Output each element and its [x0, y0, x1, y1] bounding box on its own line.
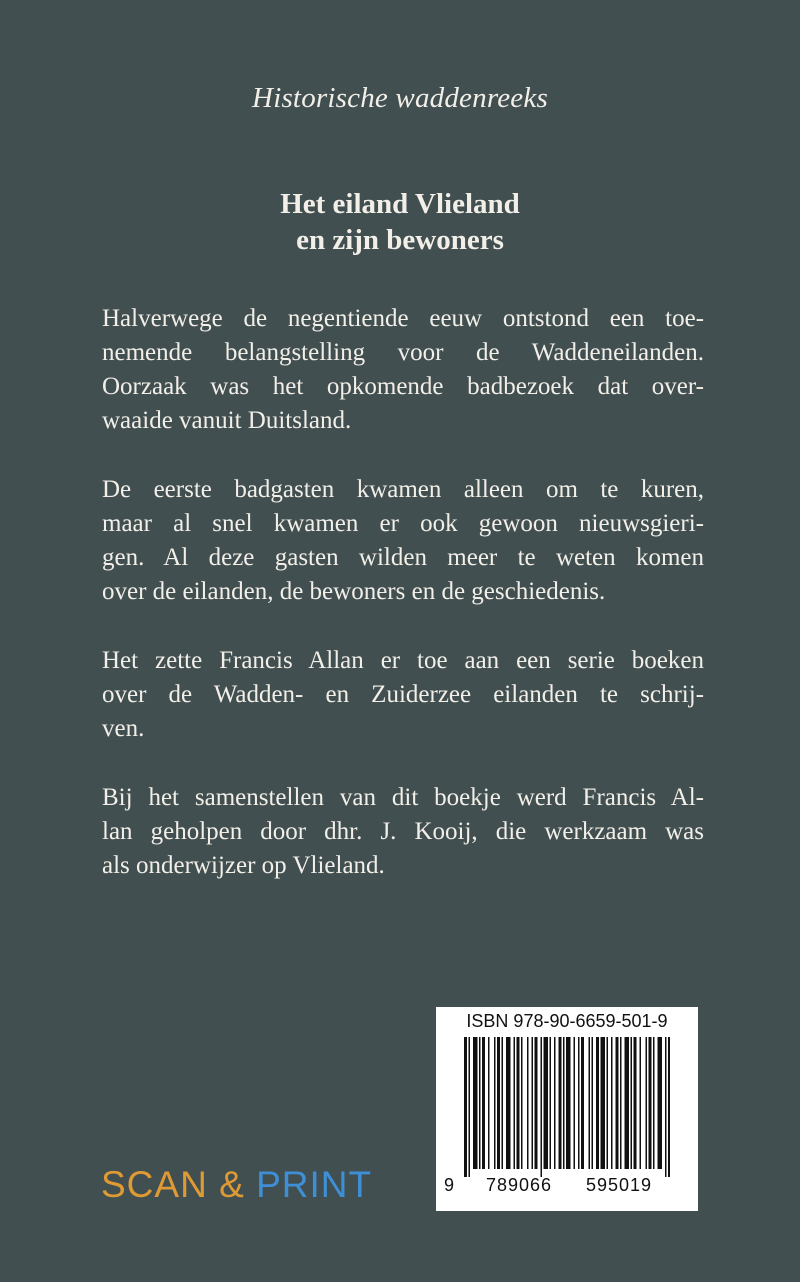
- paragraph-2: [102, 473, 704, 609]
- barcode-bar: [631, 1037, 633, 1169]
- text-line: De eerste badgasten kwamen alleen om te kuren,: [102, 476, 704, 503]
- barcode-bar: [620, 1037, 622, 1169]
- barcode-bar: [527, 1037, 529, 1169]
- barcode-bar: [535, 1037, 538, 1169]
- barcode-bar: [634, 1037, 637, 1169]
- barcode-bar: [514, 1037, 516, 1169]
- barcode-bar: [494, 1037, 496, 1169]
- barcode-bar: [653, 1037, 655, 1169]
- barcode-bar: [607, 1037, 609, 1169]
- text-line: ven.: [102, 715, 145, 742]
- barcode-bar: [592, 1037, 594, 1169]
- barcode-bar: [649, 1037, 652, 1169]
- title-line-1: Het eiland Vlieland: [280, 188, 520, 220]
- text-line: waaide vanuit Duitsland.: [102, 407, 352, 434]
- paragraph-4: [102, 781, 704, 883]
- barcode-bar: [668, 1037, 670, 1177]
- barcode-bar: [521, 1037, 523, 1169]
- text-line: over de Wadden- en Zuiderzee eilanden te schrij-: [102, 681, 704, 708]
- barcode-bar: [640, 1037, 642, 1169]
- barcode-bar: [574, 1037, 576, 1169]
- barcode-bar: [497, 1037, 500, 1169]
- barcode-bar: [578, 1037, 580, 1169]
- text-line: gen. Al deze gasten wilden meer te weten komen: [102, 544, 704, 571]
- text-line: Het zette Francis Allan er toe aan een serie boeken: [102, 647, 704, 674]
- barcode-bars-icon: [464, 1037, 670, 1177]
- barcode-bar: [665, 1037, 667, 1177]
- text-line: nemende belangstelling voor de Waddeneilanden.: [102, 339, 704, 366]
- series-title: Historische waddenreeks: [252, 82, 548, 114]
- barcode: [436, 1007, 698, 1211]
- barcode-bar: [616, 1037, 619, 1169]
- barcode-bar: [559, 1037, 562, 1169]
- barcode-bar: [596, 1037, 599, 1169]
- barcode-bar: [517, 1037, 520, 1169]
- barcode-digits-right: 595019: [586, 1175, 653, 1195]
- barcode-bar: [554, 1037, 556, 1169]
- barcode-bar: [566, 1037, 571, 1169]
- title-line-2: en zijn bewoners: [296, 224, 504, 256]
- barcode-bar: [488, 1037, 490, 1169]
- barcode-bar: [479, 1037, 481, 1169]
- text-line: maar al snel kwamen er ook gewoon nieuwsgieri-: [102, 510, 704, 537]
- text-line: over de eilanden, de bewoners en de geschiedenis.: [102, 578, 606, 605]
- barcode-bar: [473, 1037, 478, 1169]
- barcode-bar: [625, 1037, 630, 1169]
- text-line: Oorzaak was het opkomende badbezoek dat over-: [102, 373, 704, 400]
- paragraph-3: [102, 644, 704, 746]
- book-title: [0, 186, 800, 258]
- barcode-bar: [550, 1037, 552, 1169]
- logo-amp: &: [219, 1164, 245, 1205]
- isbn-label: ISBN 978-90-6659-501-9: [466, 1011, 668, 1031]
- paragraph-1: [102, 302, 704, 438]
- barcode-digit-first: 9: [444, 1175, 455, 1195]
- barcode-bar: [646, 1037, 648, 1169]
- barcode-bar: [464, 1037, 467, 1177]
- text-line: Bij het samenstellen van dit boekje werd Francis Al-: [102, 784, 704, 811]
- barcode-bar: [506, 1037, 511, 1169]
- barcode-bar: [469, 1037, 471, 1177]
- barcode-bar: [532, 1037, 534, 1169]
- logo-print: PRINT: [256, 1164, 373, 1205]
- publisher-logo: [101, 1164, 372, 1206]
- logo-scan: SCAN: [101, 1164, 208, 1205]
- barcode-bar: [482, 1037, 485, 1169]
- barcode-bar: [563, 1037, 565, 1169]
- text-line: als onderwijzer op Vlieland.: [102, 852, 385, 879]
- barcode-bar: [611, 1037, 613, 1169]
- barcode-bar: [502, 1037, 504, 1169]
- barcode-bar: [544, 1037, 549, 1169]
- barcode-bar: [589, 1037, 591, 1169]
- barcode-bar: [541, 1037, 543, 1177]
- barcode-digits-left: 789066: [486, 1175, 553, 1195]
- barcode-bar: [658, 1037, 663, 1169]
- text-line: Halverwege de negentiende eeuw ontstond een toe-: [102, 305, 704, 332]
- barcode-bar: [601, 1037, 606, 1169]
- barcode-bar: [581, 1037, 584, 1169]
- blurb: [102, 302, 704, 918]
- text-line: lan geholpen door dhr. J. Kooij, die werkzaam was: [102, 818, 704, 845]
